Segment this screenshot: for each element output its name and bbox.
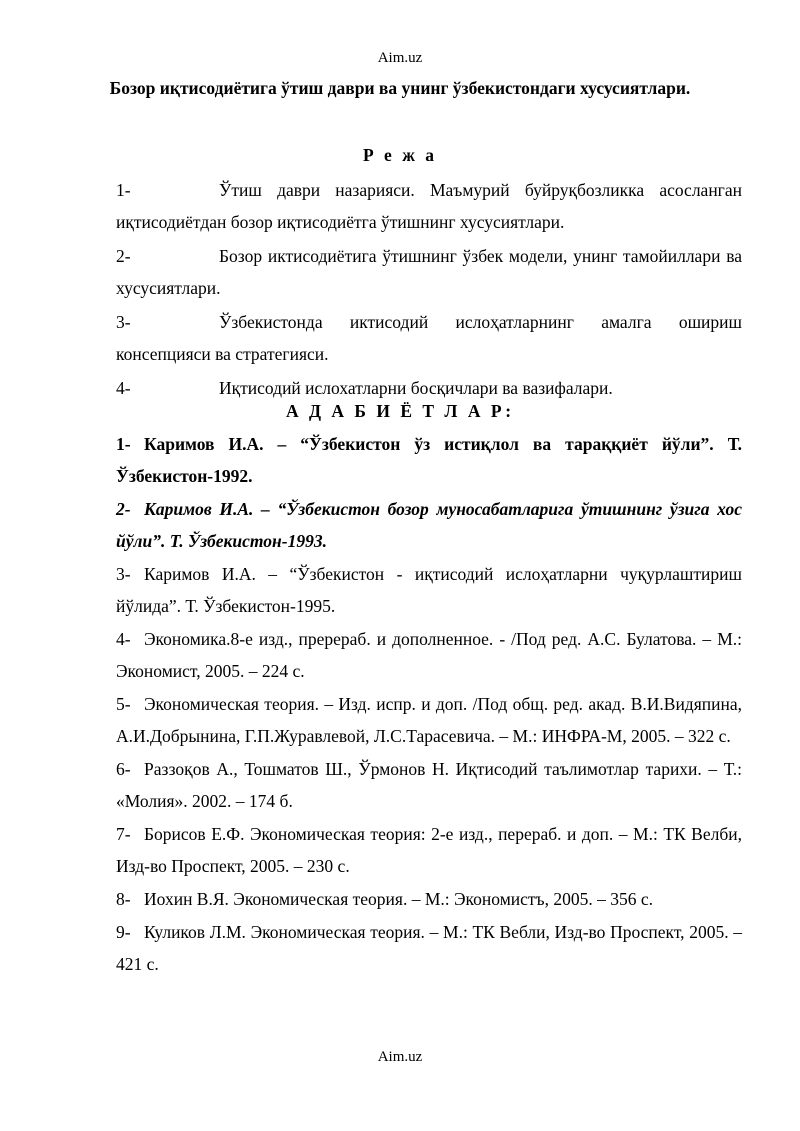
plan-item [116, 174, 742, 238]
plan-item [116, 240, 742, 304]
reference-item [116, 916, 742, 980]
reference-number: 4- [116, 629, 131, 649]
reference-number: 5- [116, 694, 131, 714]
reference-text: Экономическая теория. – Изд. испр. и доп. /Под общ. ред. акад. В.И.Видяпина, А.И.Добрынина, Г.П.Журавлевой, Л.С.Тарасевича. – М.: ИНФРА-М, 2005. – 322 с. [116, 694, 742, 746]
reference-item [116, 623, 742, 687]
reference-list [116, 428, 742, 981]
plan-item-text: Бозор иктисодиётига ўтишнинг ўзбек модели, унинг тамойиллари ва хусусиятлари. [116, 246, 742, 298]
document-title: Бозор иқтисодиётига ўтиш даври ва унинг ўзбекистондаги хусусиятлари. [109, 78, 691, 98]
reference-number: 8- [116, 889, 131, 909]
literature-heading: А Д А Б И Ё Т Л А Р: [285, 401, 515, 421]
plan-item-text: Ўзбекистонда иктисодий ислоҳатларнинг амалга ошириш консепцияси ва стратегияси. [116, 312, 742, 364]
reference-text: Иохин В.Я. Экономическая теория. – М.: Экономистъ, 2005. – 356 с. [144, 889, 653, 909]
plan-item [116, 306, 742, 370]
reference-item [116, 753, 742, 817]
page-header: Aim.uz [377, 50, 423, 66]
reference-item [116, 493, 742, 557]
reference-number: 9- [116, 922, 131, 942]
plan-item-number: 4- [116, 378, 131, 398]
reference-text: Каримов И.А. – “Ўзбекистон ўз истиқлол ва тараққиёт йўли”. Т. Ўзбекистон-1992. [116, 434, 742, 486]
plan-item-text: Ўтиш даври назарияси. Маъмурий буйруқбозликка асосланган иқтисодиётдан бозор иқтисодиётга ўтишнинг хусусиятлари. [116, 180, 742, 232]
plan-list [116, 174, 742, 406]
reference-text: Каримов И.А. – “Ўзбекистон - иқтисодий ислоҳатларни чуқурлаштириш йўлида”. Т. Ўзбекистон-1995. [116, 564, 742, 616]
reference-text: Экономика.8-е изд., пререраб. и дополненное. - /Под ред. А.С. Булатова. – М.: Экономист, 2005. – 224 с. [116, 629, 742, 681]
reference-item [116, 883, 742, 915]
plan-item-number: 3- [116, 312, 131, 332]
plan-item-number: 2- [116, 246, 131, 266]
reference-text: Борисов Е.Ф. Экономическая теория: 2-е изд., перераб. и доп. – М.: ТК Велби, Изд-во Проспект, 2005. – 230 с. [116, 824, 742, 876]
reference-number: 1- [116, 434, 131, 454]
reference-text: Раззоқов А., Тошматов Ш., Ўрмонов Н. Иқтисодий таълимотлар тарихи. – Т.: «Молия». 2002. – 174 б. [116, 759, 742, 811]
reference-number: 7- [116, 824, 131, 844]
page-footer: Aim.uz [377, 1049, 423, 1065]
reference-item [116, 558, 742, 622]
reference-text: Каримов И.А. – “Ўзбекистон бозор муносабатларига ўтишнинг ўзига хос йўли”. Т. Ўзбекистон-1993. [116, 499, 742, 551]
reference-item [116, 688, 742, 752]
plan-item-text: Иқтисодий ислохатларни босқичлари ва вазифалари. [219, 378, 613, 398]
reference-number: 3- [116, 564, 131, 584]
reference-number: 2- [116, 499, 131, 519]
plan-heading: Р е ж а [362, 145, 438, 165]
reference-number: 6- [116, 759, 131, 779]
reference-item [116, 818, 742, 882]
reference-text: Куликов Л.М. Экономическая теория. – М.: ТК Вебли, Изд-во Проспект, 2005. – 421 с. [116, 922, 742, 974]
plan-item-number: 1- [116, 180, 131, 200]
reference-item [116, 428, 742, 492]
